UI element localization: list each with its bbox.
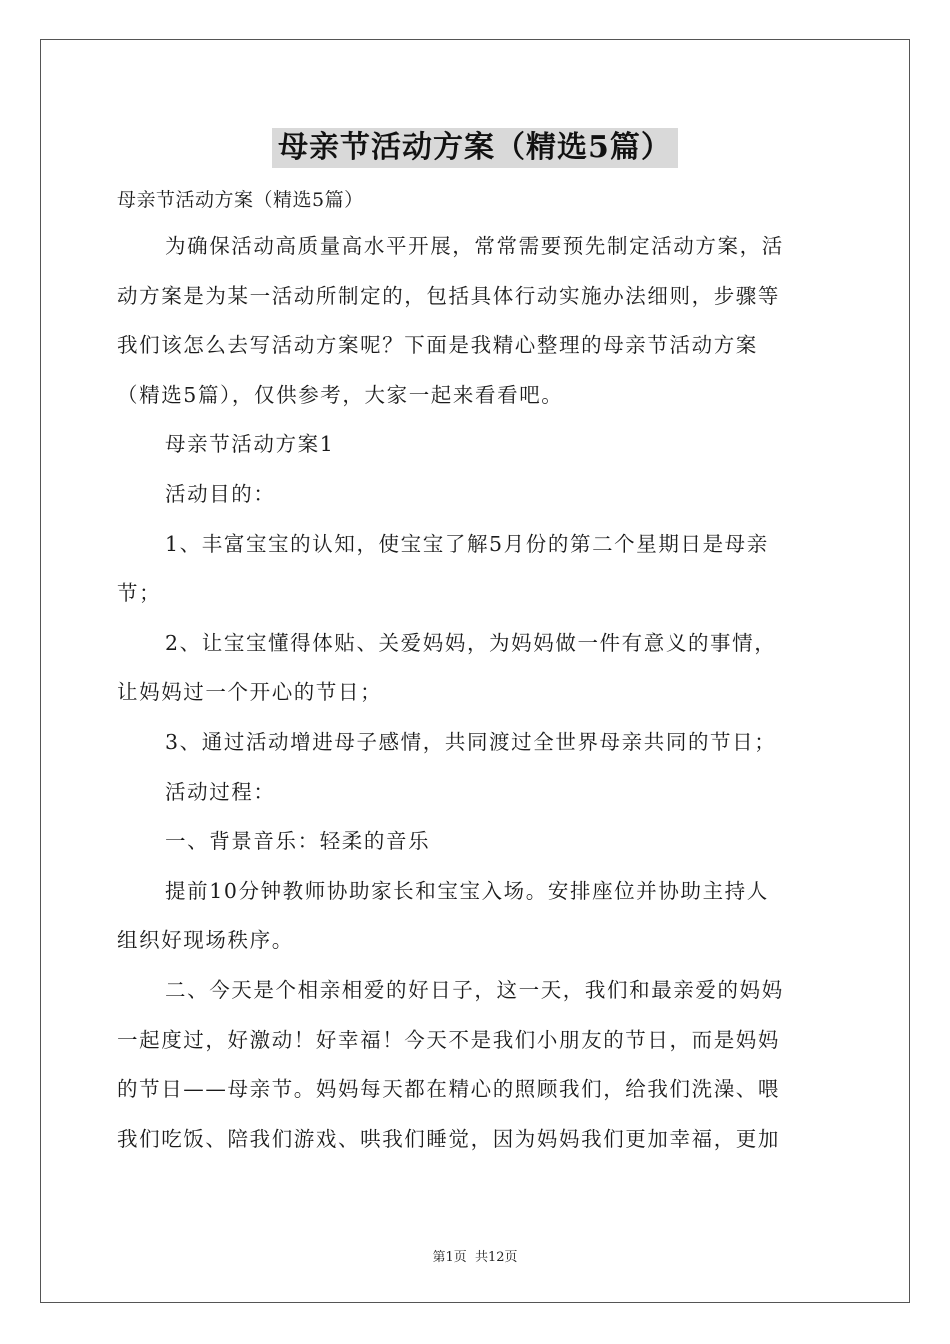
paragraph-line: 我们该怎么去写活动方案呢？下面是我精心整理的母亲节活动方案 xyxy=(117,333,758,358)
paragraph-line: 1、丰富宝宝的认知，使宝宝了解5月份的第二个星期日是母亲 xyxy=(165,531,769,556)
paragraph-line: 节； xyxy=(117,581,162,606)
paragraph-line: 动方案是为某一活动所制定的，包括具体行动实施办法细则，步骤等 xyxy=(117,283,780,308)
paragraph-line: 2、让宝宝懂得体贴、关爱妈妈，为妈妈做一件有意义的事情， xyxy=(165,630,777,655)
paragraph-line: 为确保活动高质量高水平开展，常常需要预先制定活动方案，活 xyxy=(165,234,784,258)
paragraph-line: 我们吃饭、陪我们游戏、哄我们睡觉，因为妈妈我们更加幸福，更加 xyxy=(117,1126,780,1151)
paragraph-line: 一起度过，好激动！好幸福！今天不是我们小朋友的节日，而是妈妈 xyxy=(117,1027,780,1052)
paragraph-line: 的节日——母亲节。妈妈每天都在精心的照顾我们，给我们洗澡、喂 xyxy=(117,1077,780,1102)
paragraph-line: 让妈妈过一个开心的节日； xyxy=(117,680,383,705)
paragraph-line: 活动过程： xyxy=(165,779,276,804)
paragraph-line: 提前10分钟教师协助家长和宝宝入场。安排座位并协助主持人 xyxy=(165,878,769,903)
page-footer xyxy=(0,1246,950,1265)
paragraph-line: 组织好现场秩序。 xyxy=(117,928,294,953)
document-body xyxy=(117,178,833,1164)
section-heading: 母亲节活动方案1 xyxy=(165,432,335,457)
paragraph-line: （精选5篇），仅供参考，大家一起来看看吧。 xyxy=(117,382,564,407)
paragraph-line: 一、背景音乐：轻柔的音乐 xyxy=(165,829,431,854)
title-container xyxy=(0,128,950,168)
document-subtitle: 母亲节活动方案（精选5篇） xyxy=(117,189,364,211)
paragraph-line: 3、通过活动增进母子感情，共同渡过全世界母亲共同的节日； xyxy=(165,729,777,754)
page-total: 共12页 xyxy=(474,1250,518,1265)
document-title: 母亲节活动方案（精选5篇） xyxy=(272,128,678,168)
page-number: 第1页 xyxy=(432,1250,467,1265)
paragraph-line: 活动目的： xyxy=(165,481,276,506)
paragraph-line: 二、今天是个相亲相爱的好日子，这一天，我们和最亲爱的妈妈 xyxy=(165,977,784,1002)
